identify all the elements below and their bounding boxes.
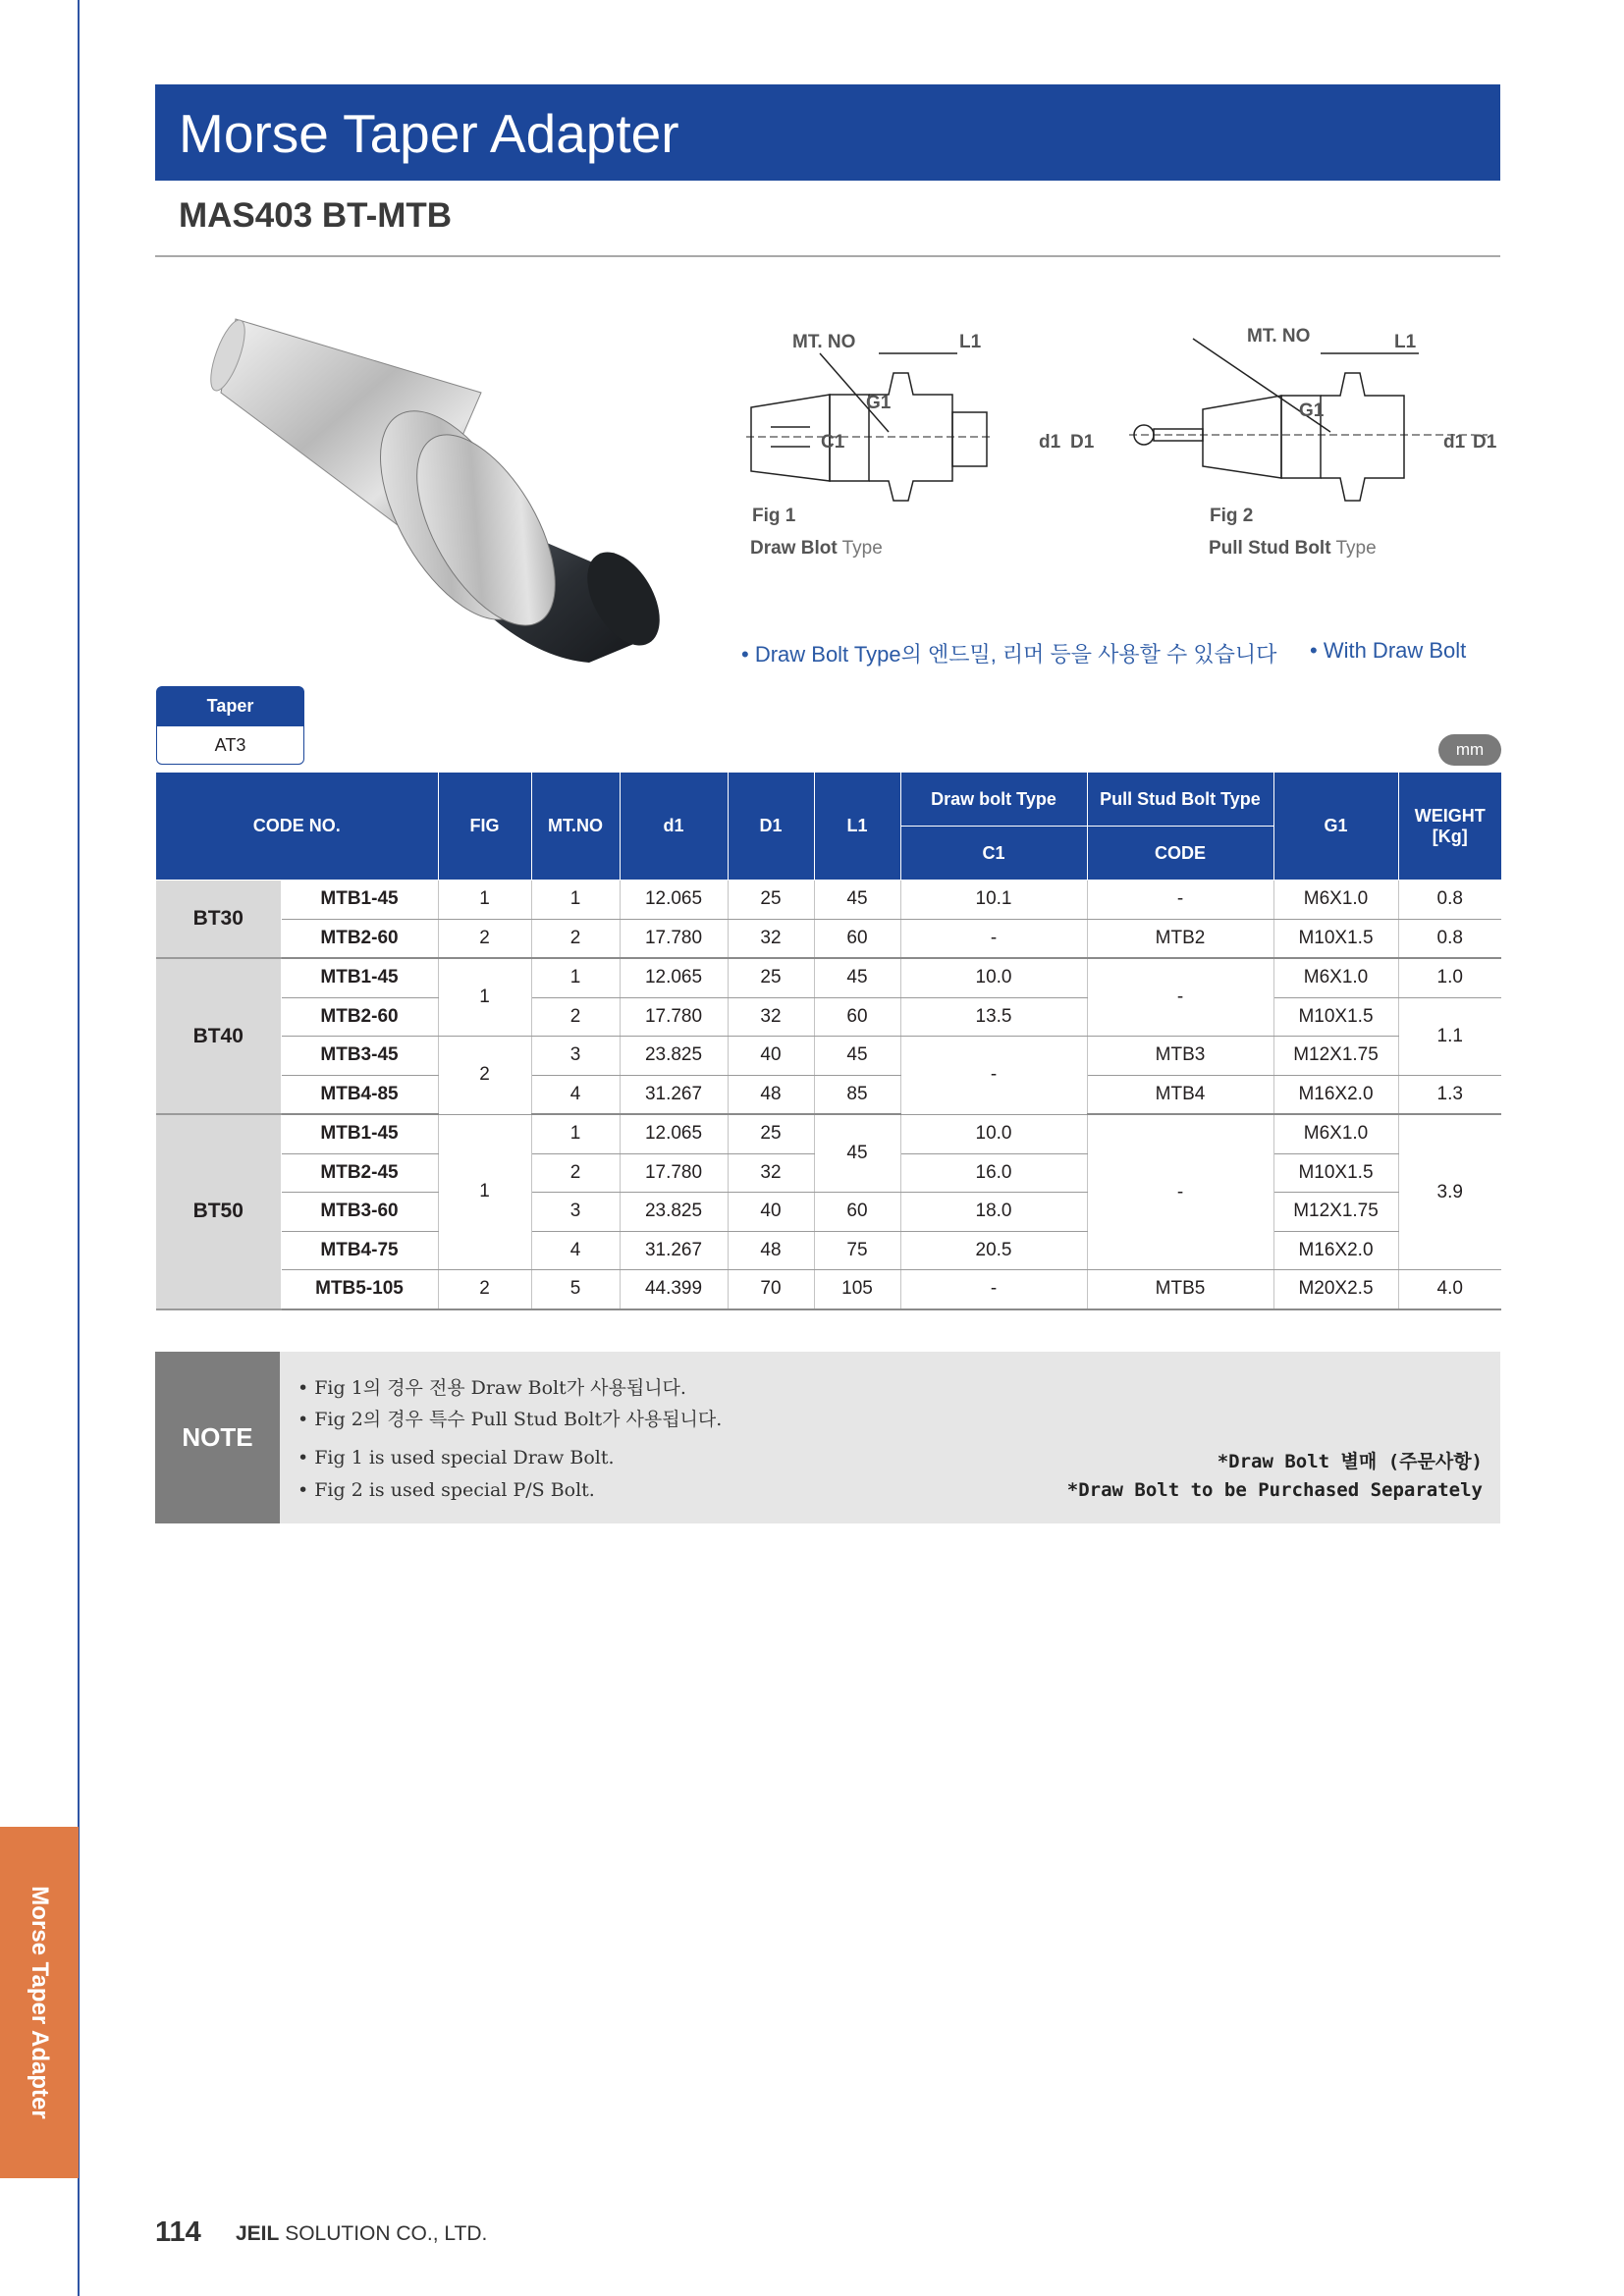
- cell-L1: 45: [814, 1114, 900, 1193]
- cell-g1: M12X1.75: [1273, 1037, 1398, 1076]
- cell-fig: 1: [438, 881, 531, 920]
- cell-mt: 5: [531, 1270, 620, 1309]
- cell-L1: 45: [814, 1037, 900, 1076]
- cell-c1: 10.0: [900, 1114, 1087, 1153]
- th-d1: d1: [620, 773, 728, 881]
- table-row: [156, 997, 1501, 1037]
- cell-d1: 23.825: [620, 1193, 728, 1232]
- note-line-2: • Fig 2의 경우 특수 Pull Stud Bolt가 사용됩니다.: [298, 1409, 723, 1430]
- cell-L1: 60: [814, 919, 900, 958]
- cell-g1: M20X2.5: [1273, 1270, 1398, 1309]
- cell-code: MTB1-45: [281, 1114, 438, 1153]
- cell-g1: M16X2.0: [1273, 1075, 1398, 1114]
- cell-L1: 45: [814, 881, 900, 920]
- product-photo: [177, 304, 687, 667]
- cell-mt: 3: [531, 1037, 620, 1076]
- group-bt30: BT30: [156, 881, 281, 959]
- cell-d1: 44.399: [620, 1270, 728, 1309]
- cell-weight: 1.3: [1398, 1075, 1501, 1114]
- dim-c1-fig1: C1: [821, 432, 845, 453]
- cell-fig: 2: [438, 1037, 531, 1115]
- note-label: NOTE: [155, 1352, 280, 1523]
- cell-L1: 45: [814, 958, 900, 997]
- table-row: [156, 1193, 1501, 1232]
- cell-c1: -: [900, 1037, 1087, 1115]
- cell-c1: 20.5: [900, 1231, 1087, 1270]
- th-g1: G1: [1273, 773, 1398, 881]
- cell-mt: 2: [531, 919, 620, 958]
- cell-g1: M6X1.0: [1273, 958, 1398, 997]
- cell-D1: 25: [728, 881, 814, 920]
- th-code: CODE: [1087, 827, 1273, 881]
- fig2-drawing: [1124, 319, 1507, 540]
- table-row: [156, 1231, 1501, 1270]
- cell-code: MTB1-45: [281, 881, 438, 920]
- cell-code: MTB1-45: [281, 958, 438, 997]
- cell-D1: 48: [728, 1075, 814, 1114]
- cell-weight: 0.8: [1398, 919, 1501, 958]
- cell-D1: 32: [728, 1153, 814, 1193]
- cell-L1: 60: [814, 997, 900, 1037]
- note-line-3: • Fig 1 is used special Draw Bolt.: [298, 1447, 615, 1468]
- cell-d1: 12.065: [620, 1114, 728, 1153]
- cell-code: MTB4-75: [281, 1231, 438, 1270]
- cell-fig: 1: [438, 958, 531, 1037]
- cell-L1: 85: [814, 1075, 900, 1114]
- cell-g1: M10X1.5: [1273, 997, 1398, 1037]
- taper-value: AT3: [156, 725, 304, 765]
- bullet-with-draw-bolt: • With Draw Bolt: [1310, 638, 1467, 663]
- cell-d1: 17.780: [620, 919, 728, 958]
- cell-c1: 13.5: [900, 997, 1087, 1037]
- cell-code: MTB2-60: [281, 919, 438, 958]
- dim-mt-no-fig2: MT. NO: [1247, 326, 1311, 347]
- group-bt50: BT50: [156, 1114, 281, 1309]
- side-section-tab: [0, 1827, 79, 2178]
- cell-c1: 10.1: [900, 881, 1087, 920]
- fig1-type: Draw Blot Type: [750, 538, 883, 559]
- dim-D1-fig1: D1: [1070, 432, 1095, 453]
- cell-pcode: MTB4: [1087, 1075, 1273, 1114]
- th-weight: WEIGHT [Kg]: [1398, 773, 1501, 881]
- th-pull-stud-bolt-type: Pull Stud Bolt Type: [1087, 773, 1273, 827]
- cell-c1: -: [900, 1270, 1087, 1309]
- cell-pcode: -: [1087, 958, 1273, 1037]
- page-title: Morse Taper Adapter: [179, 103, 679, 164]
- cell-mt: 1: [531, 958, 620, 997]
- cell-d1: 12.065: [620, 881, 728, 920]
- note-right-2: *Draw Bolt to be Purchased Separately: [1066, 1479, 1483, 1501]
- cell-pcode: -: [1087, 881, 1273, 920]
- note-box: [155, 1352, 1500, 1523]
- cell-code: MTB3-60: [281, 1193, 438, 1232]
- cell-g1: M6X1.0: [1273, 1114, 1398, 1153]
- cell-D1: 40: [728, 1193, 814, 1232]
- cell-c1: 10.0: [900, 958, 1087, 997]
- th-fig: FIG: [438, 773, 531, 881]
- cell-mt: 4: [531, 1075, 620, 1114]
- cell-weight: 1.1: [1398, 997, 1501, 1075]
- unit-badge: mm: [1438, 734, 1501, 766]
- cell-mt: 1: [531, 1114, 620, 1153]
- th-L1: L1: [814, 773, 900, 881]
- th-c1: C1: [900, 827, 1087, 881]
- cell-g1: M10X1.5: [1273, 1153, 1398, 1193]
- dim-d1-fig2: d1: [1443, 432, 1466, 453]
- cell-d1: 17.780: [620, 1153, 728, 1193]
- cell-g1: M6X1.0: [1273, 881, 1398, 920]
- cell-d1: 23.825: [620, 1037, 728, 1076]
- dim-mt-no-fig1: MT. NO: [792, 332, 856, 352]
- cell-mt: 2: [531, 1153, 620, 1193]
- cell-code: MTB2-45: [281, 1153, 438, 1193]
- cell-mt: 2: [531, 997, 620, 1037]
- th-draw-bolt-type: Draw bolt Type: [900, 773, 1087, 827]
- th-D1: D1: [728, 773, 814, 881]
- cell-d1: 12.065: [620, 958, 728, 997]
- table-row: [156, 1114, 1501, 1153]
- dim-l1-fig1: L1: [959, 332, 982, 352]
- cell-pcode: MTB3: [1087, 1037, 1273, 1076]
- title-bar: [155, 84, 1500, 181]
- cell-mt: 3: [531, 1193, 620, 1232]
- fig1-label: Fig 1: [752, 506, 796, 526]
- dim-g1-fig1: G1: [866, 393, 892, 413]
- cell-fig: 2: [438, 1270, 531, 1309]
- cell-g1: M12X1.75: [1273, 1193, 1398, 1232]
- cell-mt: 4: [531, 1231, 620, 1270]
- dim-g1-fig2: G1: [1299, 400, 1325, 421]
- cell-d1: 31.267: [620, 1075, 728, 1114]
- note-line-4: • Fig 2 is used special P/S Bolt.: [298, 1479, 595, 1501]
- cell-fig: 2: [438, 919, 531, 958]
- cell-c1: 18.0: [900, 1193, 1087, 1232]
- cell-weight: 1.0: [1398, 958, 1501, 997]
- cell-pcode: -: [1087, 1114, 1273, 1270]
- dim-d1-fig1: d1: [1039, 432, 1061, 453]
- table-row: [156, 1270, 1501, 1309]
- cell-L1: 75: [814, 1231, 900, 1270]
- note-line-1: • Fig 1의 경우 전용 Draw Bolt가 사용됩니다.: [298, 1377, 686, 1399]
- cell-L1: 105: [814, 1270, 900, 1309]
- cell-d1: 17.780: [620, 997, 728, 1037]
- subtitle-divider: [155, 255, 1500, 257]
- cell-D1: 40: [728, 1037, 814, 1076]
- cell-D1: 32: [728, 997, 814, 1037]
- product-subtitle: MAS403 BT-MTB: [179, 196, 453, 235]
- page-number: 114: [155, 2216, 201, 2248]
- table-row: [156, 1075, 1501, 1114]
- cell-pcode: MTB5: [1087, 1270, 1273, 1309]
- cell-code: MTB5-105: [281, 1270, 438, 1309]
- dim-l1-fig2: L1: [1394, 332, 1417, 352]
- cell-D1: 32: [728, 919, 814, 958]
- spec-table: [156, 773, 1501, 1310]
- cell-mt: 1: [531, 881, 620, 920]
- taper-header: Taper: [156, 686, 304, 725]
- cell-weight: 3.9: [1398, 1114, 1501, 1270]
- cell-code: MTB3-45: [281, 1037, 438, 1076]
- fig2-type: Pull Stud Bolt Type: [1209, 538, 1377, 559]
- fig2-label: Fig 2: [1210, 506, 1254, 526]
- cell-D1: 25: [728, 958, 814, 997]
- note-right-1: *Draw Bolt 별매 (주문사항): [1217, 1451, 1483, 1472]
- cell-c1: -: [900, 919, 1087, 958]
- dim-D1-fig2: D1: [1473, 432, 1497, 453]
- th-code-no: CODE NO.: [156, 773, 438, 881]
- group-bt40: BT40: [156, 958, 281, 1114]
- cell-code: MTB4-85: [281, 1075, 438, 1114]
- company-name: JEIL SOLUTION CO., LTD.: [236, 2222, 488, 2245]
- cell-L1: 60: [814, 1193, 900, 1232]
- th-mt-no: MT.NO: [531, 773, 620, 881]
- cell-c1: 16.0: [900, 1153, 1087, 1193]
- table-row: [156, 881, 1501, 920]
- cell-D1: 25: [728, 1114, 814, 1153]
- table-row: [156, 1037, 1501, 1076]
- cell-d1: 31.267: [620, 1231, 728, 1270]
- cell-pcode: MTB2: [1087, 919, 1273, 958]
- bullet-draw-bolt-kr: • Draw Bolt Type의 엔드밀, 리머 등을 사용할 수 있습니다: [741, 642, 1277, 667]
- cell-code: MTB2-60: [281, 997, 438, 1037]
- cell-D1: 48: [728, 1231, 814, 1270]
- cell-g1: M10X1.5: [1273, 919, 1398, 958]
- table-row: [156, 919, 1501, 958]
- side-tab-label: Morse Taper Adapter: [27, 1886, 53, 2119]
- cell-fig: 1: [438, 1114, 531, 1270]
- cell-D1: 70: [728, 1270, 814, 1309]
- cell-g1: M16X2.0: [1273, 1231, 1398, 1270]
- cell-weight: 4.0: [1398, 1270, 1501, 1309]
- cell-weight: 0.8: [1398, 881, 1501, 920]
- table-row: [156, 958, 1501, 997]
